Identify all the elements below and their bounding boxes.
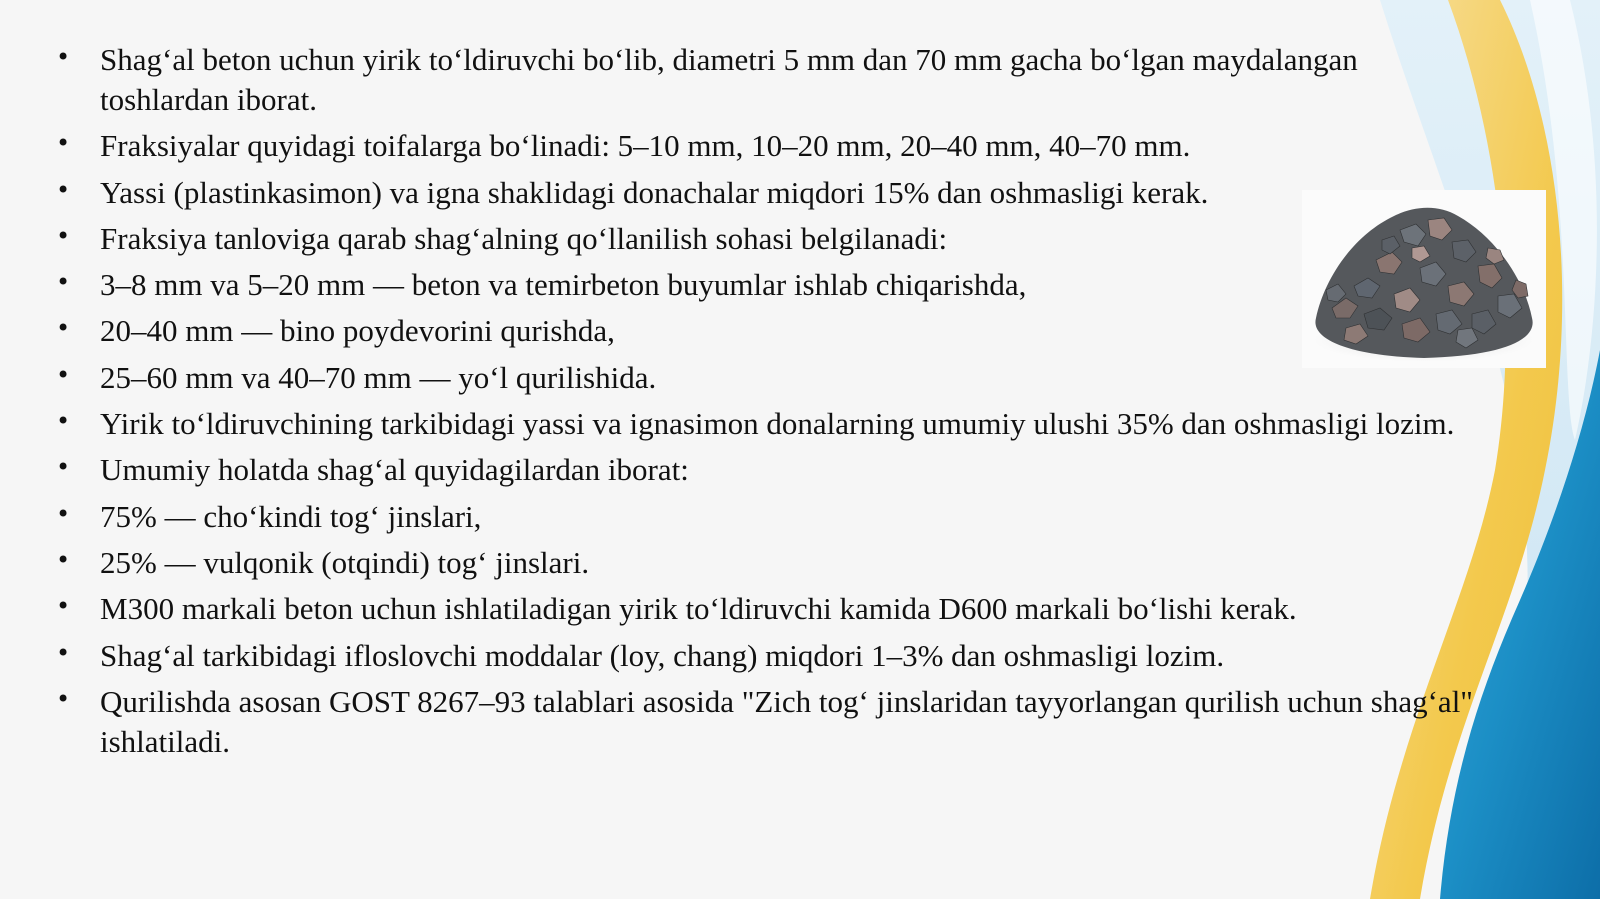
bullet-item xyxy=(56,126,1476,166)
bullet-marker: • xyxy=(56,638,71,667)
bullet-text: 75% — cho‘kindi tog‘ jinslari, xyxy=(100,498,482,534)
bullet-text: 3–8 mm va 5–20 mm — beton va temirbeton buyumlar ishlab chiqarishda, xyxy=(100,267,1027,303)
bullet-text: Yirik to‘ldiruvchining tarkibidagi yassi va ignasimon donalarning umumiy ulushi 35% dan oshmasligi lozim. xyxy=(100,406,1455,442)
bullet-text: Shag‘al beton uchun yirik to‘ldiruvchi bo‘lib, diametri 5 mm dan 70 mm gacha bo‘lgan maydalangan toshlardan iborat. xyxy=(100,42,1358,117)
bullet-marker: • xyxy=(56,360,71,389)
bullet-list xyxy=(56,40,1476,768)
bullet-marker: • xyxy=(56,314,71,343)
bullet-marker: • xyxy=(56,43,71,71)
bullet-marker: • xyxy=(56,499,71,528)
bullet-item xyxy=(56,311,1476,351)
bullet-marker: • xyxy=(56,268,71,297)
bullet-text: M300 markali beton uchun ishlatiladigan yirik to‘ldiruvchi kamida D600 markali bo‘lishi kerak. xyxy=(100,591,1297,627)
bullet-text: 25% — vulqonik (otqindi) tog‘ jinslari. xyxy=(100,544,590,580)
bullet-marker: • xyxy=(56,545,71,574)
bullet-text: Yassi (plastinkasimon) va igna shaklidagi donachalar miqdori 15% dan oshmasligi kerak. xyxy=(100,174,1209,210)
bullet-marker: • xyxy=(56,221,71,250)
bullet-item xyxy=(56,40,1476,120)
bullet-marker: • xyxy=(56,592,71,621)
bullet-item xyxy=(56,497,1476,537)
bullet-item xyxy=(56,682,1476,762)
bullet-text: Fraksiya tanloviga qarab shag‘alning qo‘llanilish sohasi belgilanadi: xyxy=(100,220,948,256)
bullet-item xyxy=(56,219,1476,259)
bullet-item xyxy=(56,636,1476,676)
gravel-pile-image xyxy=(1302,190,1546,368)
bullet-item xyxy=(56,265,1476,305)
bullet-text: Qurilishda asosan GOST 8267–93 talablari asosida "Zich tog‘ jinslaridan tayyorlangan qurilish uchun shag‘al" ishlatiladi. xyxy=(100,683,1473,759)
bullet-text: Umumiy holatda shag‘al quyidagilardan iborat: xyxy=(100,452,689,488)
bullet-marker: • xyxy=(56,175,71,204)
bullet-text: Fraksiyalar quyidagi toifalarga bo‘linadi: 5–10 mm, 10–20 mm, 20–40 mm, 40–70 mm. xyxy=(100,128,1191,164)
bullet-item xyxy=(56,450,1476,490)
bullet-item xyxy=(56,173,1476,213)
bullet-item xyxy=(56,589,1476,629)
bullet-marker: • xyxy=(56,129,71,158)
bullet-marker: • xyxy=(56,407,71,436)
bullet-text: Shag‘al tarkibidagi ifloslovchi moddalar (loy, chang) miqdori 1–3% dan oshmasligi lozim. xyxy=(100,637,1225,673)
bullet-item xyxy=(56,358,1476,398)
bullet-marker: • xyxy=(56,453,71,482)
bullet-text: 20–40 mm — bino poydevorini qurishda, xyxy=(100,313,615,349)
bullet-item xyxy=(56,404,1476,444)
bullet-text: 25–60 mm va 40–70 mm — yo‘l qurilishida. xyxy=(100,359,657,395)
gravel-icon xyxy=(1302,190,1546,368)
bullet-item xyxy=(56,543,1476,583)
bullet-marker: • xyxy=(56,684,71,713)
